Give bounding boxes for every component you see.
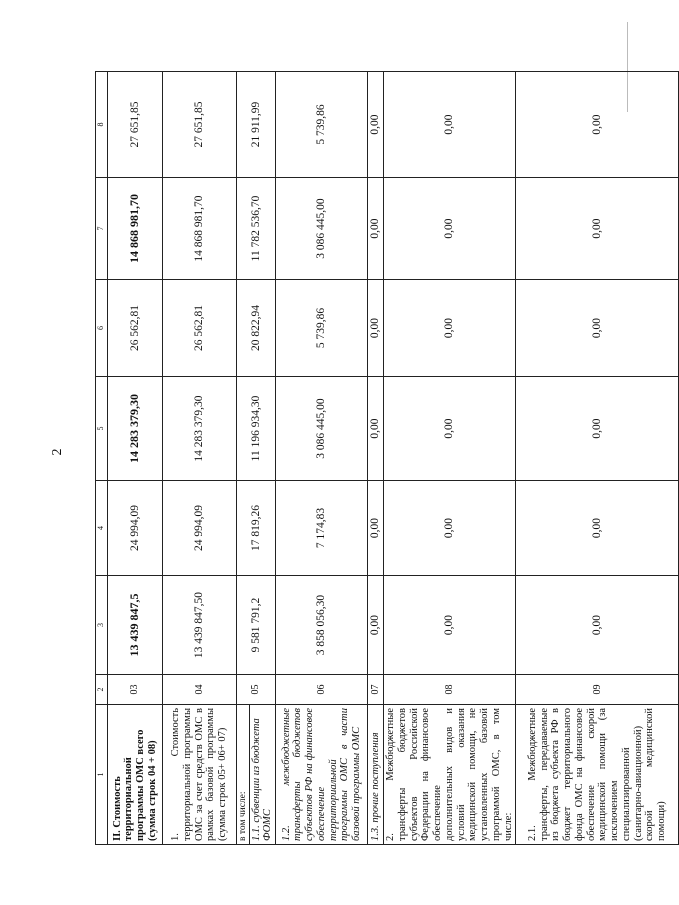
cell-col8: 0,00 [384,72,516,178]
column-number-5: 5 [96,377,108,481]
cell-col7: 0,00 [384,178,516,280]
table-row [163,72,237,845]
cell-col4: 24 994,09 [108,481,163,576]
header-numbers-row [96,72,108,845]
cell-col6: 0,00 [516,280,679,377]
cell-col6: 0,00 [384,280,516,377]
row-name: 1. Стоимость территориальной программы ОМС за счет средств ОМС в рамках базовой программы (сумма строк 05+ 06+ 07) [163,705,237,845]
row-prefix: в том числе: [238,705,250,844]
cell-col4: 24 994,09 [163,481,237,576]
row-code: 03 [108,675,163,705]
cell-col3: 13 439 847,5 [108,576,163,675]
cell-col6: 26 562,81 [163,280,237,377]
column-number-2: 2 [96,675,108,705]
row-code: 05 [237,675,276,705]
row-name: II. Стоимость территориальной программы ОМС всего (сумма строк 04 + 08) [108,705,163,845]
table-row [384,72,516,845]
financing-table [95,71,679,845]
table-row [276,72,368,845]
column-number-4: 4 [96,481,108,576]
row-name-cell [237,705,276,845]
cell-col6: 0,00 [368,280,384,377]
table-row [368,72,384,845]
cell-col3: 3 858 056,30 [276,576,368,675]
row-code: 07 [368,675,384,705]
cell-col3: 0,00 [516,576,679,675]
row-name: 2.1. Межбюджетные трансферты, передаваемые из бюджета субъекта РФ в бюджет территориального фонда ОМС на финансовое обеспечение скорой медицинской помощи (за исключением специализированной (санитарно-авиационной) скорой медицинской помощи) [516,705,679,845]
cell-col8: 27 651,85 [108,72,163,178]
cell-col5: 14 283 379,30 [163,377,237,481]
cell-col3: 9 581 791,2 [237,576,276,675]
cell-col8: 21 911,99 [237,72,276,178]
cell-col4: 17 819,26 [237,481,276,576]
column-number-7: 7 [96,178,108,280]
page-number: 2 [50,448,65,456]
cell-col8: 0,00 [516,72,679,178]
row-code: 08 [384,675,516,705]
row-code: 09 [516,675,679,705]
cell-col5: 3 086 445,00 [276,377,368,481]
row-code: 06 [276,675,368,705]
cell-col8: 5 739,86 [276,72,368,178]
column-number-6: 6 [96,280,108,377]
cell-col7: 14 868 981,70 [163,178,237,280]
cell-col7: 0,00 [368,178,384,280]
row-name: 1.2. межбюджетные трансферты бюджетов субъектов РФ на финансовое обеспечение территориальной программы ОМС в части базовой программы ОМС [276,705,368,845]
cell-col4: 0,00 [368,481,384,576]
cell-col3: 0,00 [384,576,516,675]
table-row [237,72,276,845]
cell-col5: 0,00 [368,377,384,481]
cell-col5: 0,00 [516,377,679,481]
cell-col6: 5 739,86 [276,280,368,377]
row-name: 1.3. прочие поступления [368,705,384,845]
cell-col3: 13 439 847,50 [163,576,237,675]
cell-col6: 20 822,94 [237,280,276,377]
column-number-8: 8 [96,72,108,178]
cell-col5: 11 196 934,30 [237,377,276,481]
cell-col5: 0,00 [384,377,516,481]
row-name: 1.1. субвенции из бюджета ФОМС [250,718,274,841]
column-number-3: 3 [96,576,108,675]
cell-col7: 14 868 981,70 [108,178,163,280]
rotated-table-container [95,72,668,845]
cell-col4: 7 174,83 [276,481,368,576]
cell-col3: 0,00 [368,576,384,675]
cell-col4: 0,00 [384,481,516,576]
cell-col7: 11 782 536,70 [237,178,276,280]
cell-col7: 3 086 445,00 [276,178,368,280]
row-name: 2. Межбюджетные трансферты бюджетов субъектов Российской Федерации на финансовое обеспечение дополнительных видов и условий оказания медицинской помощи, не установленных базовой программой ОМС, в том числе: [384,705,516,845]
table-row [108,72,163,845]
cell-col5: 14 283 379,30 [108,377,163,481]
table-row [516,72,679,845]
cell-col4: 0,00 [516,481,679,576]
cell-col8: 27 651,85 [163,72,237,178]
row-code: 04 [163,675,237,705]
column-number-1: 1 [96,705,108,845]
cell-col6: 26 562,81 [108,280,163,377]
cell-col8: 0,00 [368,72,384,178]
cell-col7: 0,00 [516,178,679,280]
